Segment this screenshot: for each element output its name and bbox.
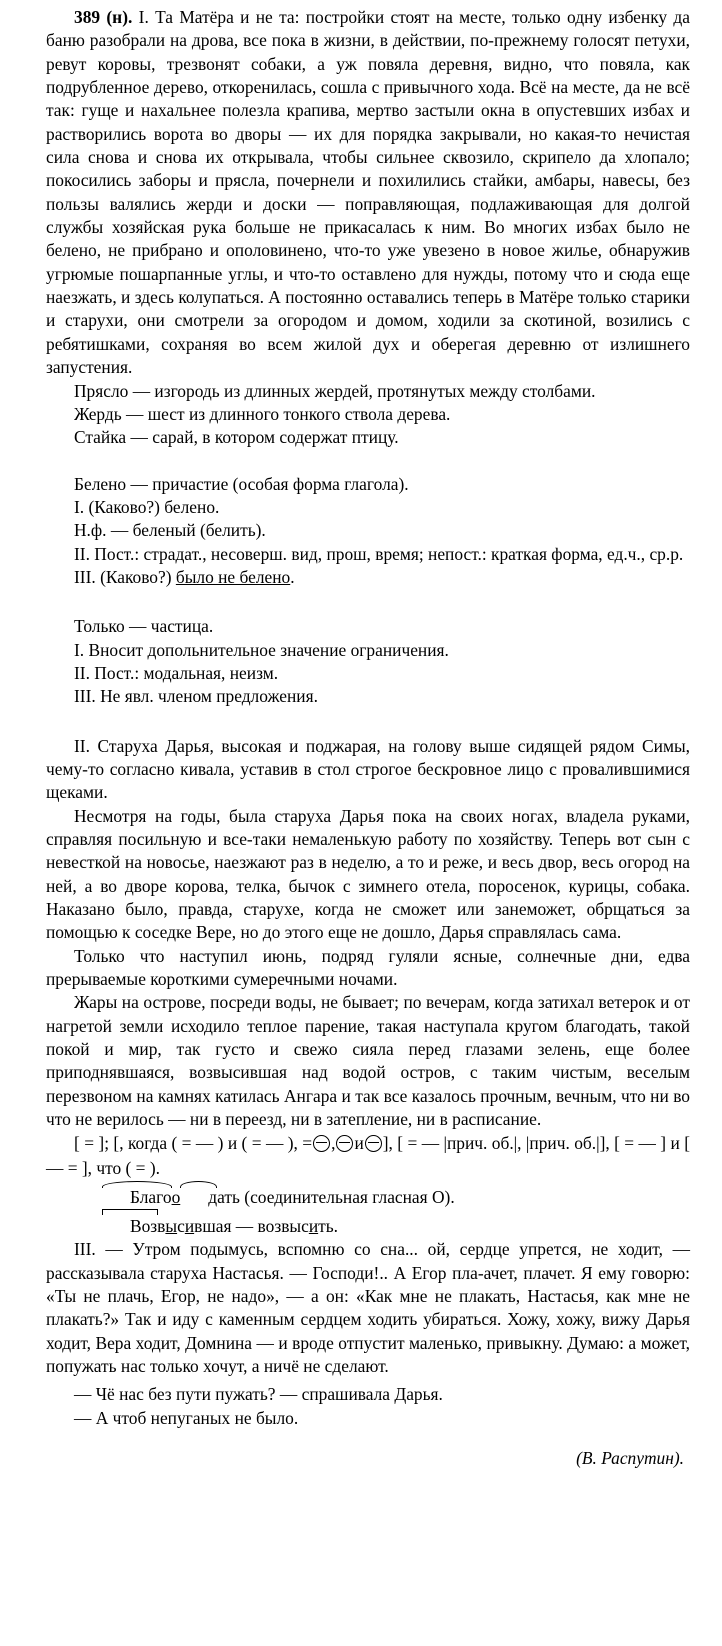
- sentence-scheme-diagram: [46, 1131, 690, 1181]
- analysis-tolko-line-1: I. Вносит допольнительное значение ограничения.: [74, 639, 449, 660]
- glossary-item-pryaslo: Прясло — изгородь из длинных жердей, протянутых между столбами.: [74, 380, 596, 401]
- root-arc-icon-2: [180, 1186, 217, 1209]
- analysis-beleno-headword: Белено — причастие (особая форма глагола).: [74, 473, 409, 494]
- blagodat-root-2: д: [208, 1187, 218, 1208]
- analysis-tolko-line-3: III. Не явл. членом предложения.: [74, 686, 318, 707]
- blagodat-root-1: Благо: [130, 1187, 172, 1208]
- blagodat-note: (соединительная гласная О).: [239, 1187, 455, 1208]
- analysis-beleno-line-4: [46, 566, 690, 589]
- vozvysivshaya-part-2: с: [177, 1215, 185, 1236]
- glossary-item-zherd: Жердь — шест из длинного тонкого ствола дерева.: [74, 403, 451, 424]
- part2-paragraph-1: II. Старуха Дарья, высокая и поджарая, на голову выше сидящей рядом Симы, чему-то согласно кивала, уставив в стол строгое бескровное лицо с провалившимися щеками.: [46, 735, 690, 803]
- spacer: [46, 450, 690, 473]
- vozvysivshaya-part-3: вшая: [194, 1215, 232, 1236]
- vozvysivshaya-prefix: Воз: [130, 1215, 158, 1236]
- analysis-beleno-line-4-suffix: .: [290, 566, 295, 587]
- vozvysit-tail: ть.: [318, 1215, 339, 1236]
- part3-dialogue-line-2: — А чтоб непуганых не было.: [74, 1407, 299, 1428]
- homogeneous-member-circle-icon: [336, 1135, 353, 1152]
- prefix-bracket-icon: [102, 1215, 157, 1238]
- morphemic-analysis-blagodat: [46, 1186, 690, 1209]
- homogeneous-member-circle-icon: [365, 1135, 382, 1152]
- scheme-segment-2: , когда ( = — ) и ( = — ), =: [119, 1133, 313, 1154]
- vozvysivshaya-letter-1: ы: [165, 1215, 178, 1236]
- attribution-author: (В. Распутин).: [576, 1447, 684, 1468]
- scheme-segment-6: |прич. об.|], [ = — ] и [ — = ], что ( = ).: [46, 1133, 690, 1179]
- scheme-segment-5: ], [ = — |прич. об.|,: [382, 1133, 522, 1154]
- part2-paragraph-3: Только что наступил июнь, подряд гуляли ясные, солнечные дни, едва прерываемые короткими сумеречными ночами.: [46, 945, 690, 990]
- analysis-beleno-line-4-prefix: III. (Каково?): [74, 566, 176, 587]
- analysis-beleno-predicate-underlined: было не белено: [175, 566, 291, 587]
- analysis-tolko-line-2: II. Пост.: модальная, неизм.: [74, 662, 279, 683]
- spacer: [46, 709, 690, 735]
- word-vozvysivshaya: [74, 1215, 231, 1238]
- spacer: [46, 589, 690, 615]
- vozvysivshaya-dash: — возвыс: [231, 1215, 309, 1236]
- analysis-beleno-line-3: II. Пост.: страдат., несоверш. вид, прош, время; непост.: краткая форма, ед.ч., ср.р.: [74, 543, 684, 564]
- spacer: [46, 1430, 690, 1448]
- part3-paragraph: III. — Утром подымусь, вспомню со сна... ой, сердце упрется, не ходит, — рассказывала старуха Настасья. — Господи!.. А Егор пла-ачет, плачет. Я ему говорю: «Ты не плачь, Егор, не надо», — а он: «Как мне не плакать, Настасья, как мне не плакать?» Так и иду с каменным сердцем ходить убираться. Хожу, хожу, вижу Дарья ходит, Вера ходит, Домнина — и вроде отпустит маленько, привыкну. Думаю: а может, попужать нас только хочут, а ничё не сделают.: [46, 1239, 690, 1376]
- scheme-segment-3: ,: [331, 1133, 336, 1154]
- part2-paragraph-4: Жары на острове, посреди воды, не бывает; по вечерам, когда затихал ветерок и от нагретой земли исходило теплое парение, такая наступала кругом благодать, такой покой и мир, так густо и свежо сияла перед глазами зелень, еще более приподнявшаяся, возвысившая над водой остров, с таким чистым, веселым перезвоном на камнях катилась Ангара и так все казалось прочным, вечным, что ни во что не верилось — ни в переезд, ни в затепление, ни в расписание.: [46, 992, 690, 1130]
- scheme-segment-4: и: [354, 1133, 364, 1154]
- analysis-beleno-line-1: I. (Каково?) белено.: [74, 496, 220, 517]
- vozvysit-letter: и: [308, 1215, 319, 1236]
- vozvysivshaya-part-1: в: [157, 1215, 166, 1236]
- word-blagodat: [74, 1186, 240, 1209]
- analysis-tolko-headword: Только — частица.: [74, 616, 214, 637]
- part2-paragraph-2: Несмотря на годы, была старуха Дарья пока на своих ногах, владела руками, справляя посильную и все-таки немаленькую работу по хозяйству. Теперь вот сын с невесткой на новосье, наезжают раз в неделю, а то и реже, и весь двор, весь огород на ней, а во дворе корова, телка, бычок с зимнего отела, поросенок, курицы, собака. Наказано было, правда, старухе, когда не сможет или занеможет, обрщаться за помощью к соседке Вере, но до этого еще не дошло, Дарья справлялась сама.: [46, 805, 690, 943]
- main-text-body: I. Та Матёра и не та: постройки стоят на месте, только одну избенку да баню разобрали на дрова, все пока в жизни, в действии, по-прежнему голосят петухи, ревут коровы, трезвонят собаки, а уж повяла деревня, видно, что повяла, как подрубленное дерево, откоренилась, сошла с привычного хода. Всё на месте, да не всё так: гуще и нахальнее полезла крапива, мертво застыли окна в опустевших избах и растворились ворота во дворы — их для порядка закрывали, но какая-то нечистая сила снова и снова их открывала, чтобы сильнее сквозило, скрипело да хлопало; покосились заборы и прясла, почернели и похилились стайки, амбары, навесы, без пользы валялись жерди и доски — поправляющая, подлаживающая для долгой службы хозяйская рука больше не прикасалась к ним. Во многих избах было не белено, не прибрано и ополовинено, что-то уже увезено в новое жилье, обнаружив угрюмые пошарпанные углы, и что-то оставлено для нужды, потому что и сюда еще наезжать, и здесь колупаться. А постоянно оставались теперь в Матёре только старики и старухи, они смотрели за огородом и домом, ходили за скотиной, возились с ребятишками, сохраняя во всем жилой дух и оберегая деревню от излишнего запустения.: [46, 7, 690, 378]
- morphemic-analysis-vozvysivshaya: [46, 1215, 690, 1238]
- exercise-number: 389 (н).: [74, 7, 133, 27]
- glossary-item-stayka: Стайка — сарай, в котором содержат птицу.: [74, 427, 399, 448]
- homogeneous-member-circle-icon: [313, 1135, 330, 1152]
- scheme-segment-1: [ = ]; [: [74, 1133, 120, 1154]
- analysis-beleno-line-2: Н.ф. — беленый (белить).: [74, 520, 266, 541]
- part3-dialogue-line-1: — Чё нас без пути пужать? — спрашивала Дарья.: [74, 1384, 443, 1405]
- blagodat-tail: ать: [217, 1187, 240, 1208]
- blagodat-connecting-vowel: о: [171, 1187, 181, 1208]
- vozvysivshaya-letter-2: и: [184, 1215, 195, 1236]
- root-arc-icon: [102, 1186, 172, 1209]
- exercise-paragraph-main: [46, 6, 690, 380]
